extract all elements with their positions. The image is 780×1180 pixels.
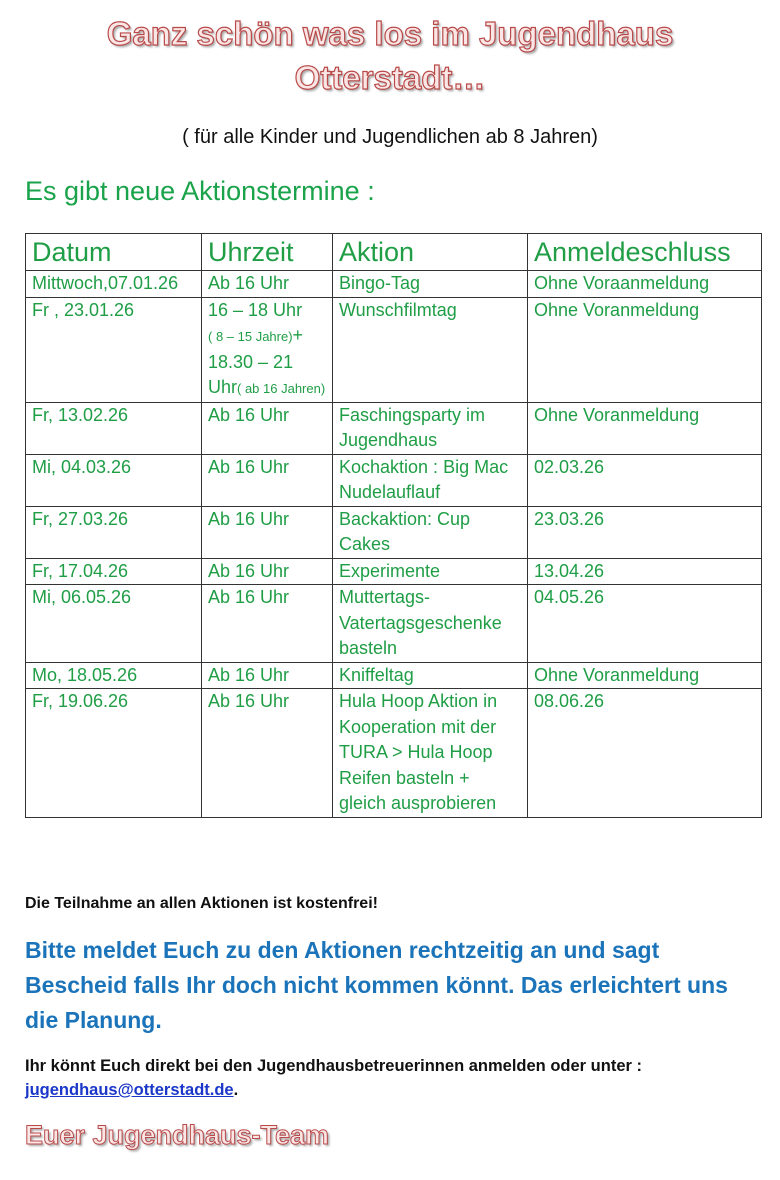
cell-deadline: 23.03.26 xyxy=(528,506,762,558)
section-heading: Es gibt neue Aktionstermine : xyxy=(25,176,375,206)
header-deadline: Anmeldeschluss xyxy=(528,234,762,271)
table-row xyxy=(26,689,762,818)
cell-deadline: 13.04.26 xyxy=(528,558,762,585)
cell-deadline: Ohne Voranmeldung xyxy=(528,662,762,689)
cell-date: Fr, 27.03.26 xyxy=(26,506,202,558)
cell-time: Ab 16 Uhr xyxy=(202,689,333,818)
cell-date: Mo, 18.05.26 xyxy=(26,662,202,689)
time-slot-1: 16 – 18 Uhr xyxy=(208,299,303,320)
contact-suffix: . xyxy=(233,1081,239,1099)
cell-time: Ab 16 Uhr xyxy=(202,402,333,454)
table-row xyxy=(26,506,762,558)
cell-action: Kniffeltag xyxy=(333,662,528,689)
header-time: Uhrzeit xyxy=(202,234,333,271)
cell-deadline: Ohne Voranmeldung xyxy=(528,402,762,454)
cell-date: Mi, 06.05.26 xyxy=(26,585,202,663)
cell-action: Bingo-Tag xyxy=(333,271,528,298)
subtitle: ( für alle Kinder und Jugendlichen ab 8 Jahren) xyxy=(182,126,598,148)
cell-action: Experimente xyxy=(333,558,528,585)
table-row xyxy=(26,662,762,689)
contact-info xyxy=(25,1054,765,1102)
header-action: Aktion xyxy=(333,234,528,271)
cell-deadline: Ohne Voranmeldung xyxy=(528,297,762,402)
cell-date: Fr , 23.01.26 xyxy=(26,297,202,402)
cell-time: Ab 16 Uhr xyxy=(202,558,333,585)
cell-action: Muttertags-Vatertagsgeschenke basteln xyxy=(333,585,528,663)
signature: Euer Jugendhaus-Team xyxy=(25,1120,330,1150)
time-slot-1-note: ( 8 – 15 Jahre) xyxy=(208,329,293,344)
table-row xyxy=(26,454,762,506)
table-row xyxy=(26,271,762,298)
registration-notice: Bitte meldet Euch zu den Aktionen rechtzeitig an und sagt Bescheid falls Ihr doch nicht kommen könnt. Das erleichtert uns die Planung. xyxy=(25,937,728,1033)
cell-time: Ab 16 Uhr xyxy=(202,585,333,663)
cell-deadline: Ohne Voraanmeldung xyxy=(528,271,762,298)
table-row xyxy=(26,297,762,402)
table-header-row xyxy=(26,234,762,271)
cell-action: Kochaktion : Big Mac Nudelauflauf xyxy=(333,454,528,506)
table-row xyxy=(26,585,762,663)
time-slot-2: 18.30 – 21 Uhr xyxy=(208,351,294,397)
email-link[interactable]: jugendhaus@otterstadt.de xyxy=(25,1081,234,1099)
header-date: Datum xyxy=(26,234,202,271)
cell-time xyxy=(202,297,333,402)
schedule-table xyxy=(25,233,762,818)
cell-action: Backaktion: Cup Cakes xyxy=(333,506,528,558)
cell-action: Hula Hoop Aktion in Kooperation mit der TURA > Hula Hoop Reifen basteln + gleich ausprobieren xyxy=(333,689,528,818)
free-participation-note: Die Teilnahme an allen Aktionen ist kostenfrei! xyxy=(25,895,378,912)
table-row xyxy=(26,558,762,585)
cell-time: Ab 16 Uhr xyxy=(202,271,333,298)
cell-time: Ab 16 Uhr xyxy=(202,454,333,506)
cell-deadline: 04.05.26 xyxy=(528,585,762,663)
cell-action: Wunschfilmtag xyxy=(333,297,528,402)
cell-time: Ab 16 Uhr xyxy=(202,506,333,558)
time-plus: + xyxy=(292,325,304,345)
cell-date: Mittwoch,07.01.26 xyxy=(26,271,202,298)
page-title: Ganz schön was los im Jugendhaus xyxy=(106,15,674,52)
cell-action: Faschingsparty im Jugendhaus xyxy=(333,402,528,454)
cell-date: Fr, 19.06.26 xyxy=(26,689,202,818)
cell-deadline: 08.06.26 xyxy=(528,689,762,818)
cell-date: Mi, 04.03.26 xyxy=(26,454,202,506)
table-row xyxy=(26,402,762,454)
time-slot-2-note: ( ab 16 Jahren) xyxy=(237,381,326,396)
cell-deadline: 02.03.26 xyxy=(528,454,762,506)
cell-time: Ab 16 Uhr xyxy=(202,662,333,689)
contact-text: Ihr könnt Euch direkt bei den Jugendhausbetreuerinnen anmelden oder unter : xyxy=(25,1057,643,1075)
cell-date: Fr, 17.04.26 xyxy=(26,558,202,585)
page-title-line2: Otterstadt… xyxy=(294,59,486,96)
cell-date: Fr, 13.02.26 xyxy=(26,402,202,454)
